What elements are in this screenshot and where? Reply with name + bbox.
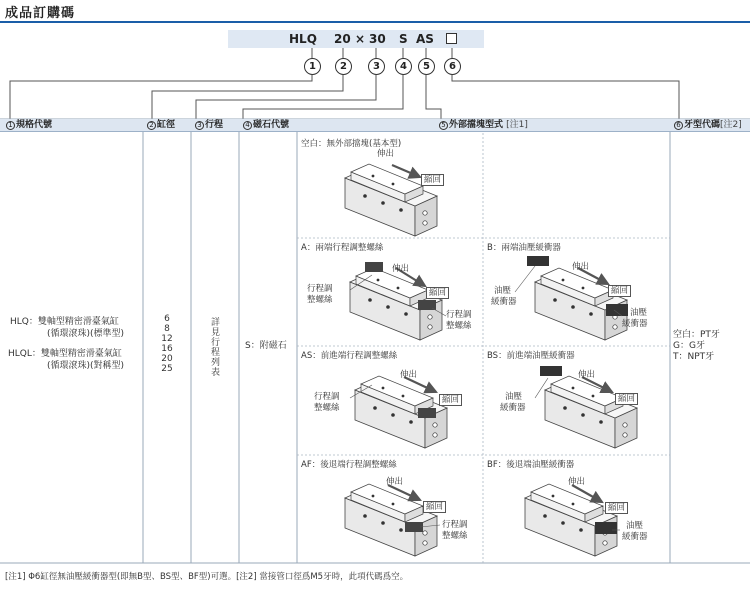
header-magnet: 4 磁石代號: [240, 119, 289, 132]
spec-hlq-line1: HLQ：雙軸型精密滑臺氣缸: [10, 317, 119, 327]
bf-absorber-2: 緩衝器: [622, 532, 648, 542]
header-bore: 2 缸徑: [144, 119, 175, 132]
type-bf-caption: BF：後退端油壓緩衝器: [487, 460, 575, 470]
bore-16: 16: [161, 344, 173, 354]
code-series: HLQ: [289, 32, 317, 46]
type-a-caption: A：兩端行程調整螺絲: [301, 243, 384, 253]
thread-npt: T：NPT牙: [673, 352, 715, 362]
marker-5: 5: [418, 58, 435, 75]
bs-extend-label: 伸出: [578, 370, 596, 380]
af-adjust-2: 整螺絲: [442, 531, 468, 541]
bf-extend-label: 伸出: [568, 477, 586, 487]
code-magnet: S: [399, 32, 408, 46]
b-extend-label: 伸出: [572, 262, 590, 272]
footnote: [注1] Φ6缸徑無油壓緩衝器型(即無B型、BS型、BF型)可選。[注2] 當接管口徑爲M5牙時，此項代碼爲空。: [5, 572, 409, 582]
header-stroke: 3 行程: [192, 119, 223, 132]
spec-hlq-line2: (循環滾珠)(標準型): [47, 329, 125, 339]
type-bs-caption: BS：前進端油壓緩衝器: [487, 351, 575, 361]
header-thread: 6 牙型代碼[注2]: [671, 119, 742, 132]
marker-4: 4: [395, 58, 412, 75]
stroke-note: 詳見行程列表: [211, 318, 221, 378]
bore-6: 6: [164, 314, 170, 324]
a-adjust-right-1: 行程調: [446, 310, 472, 320]
as-extend-label: 伸出: [400, 370, 418, 380]
page-title: 成品訂購碼: [5, 6, 76, 21]
none-extend-label: 伸出: [377, 149, 395, 159]
header-spec: 1 規格代號: [3, 119, 52, 132]
type-b-caption: B：兩端油壓緩衝器: [487, 243, 561, 253]
bore-8: 8: [164, 324, 170, 334]
a-adjust-left-1: 行程調: [307, 284, 333, 294]
bf-absorber-1: 油壓: [626, 521, 644, 531]
type-af-caption: AF：後退端行程調整螺絲: [301, 460, 397, 470]
af-retract-label: 縮回: [423, 501, 446, 513]
as-adjust-1: 行程調: [314, 392, 340, 402]
code-stroke: 30: [369, 32, 386, 46]
code-option: AS: [416, 32, 434, 46]
b-absorber-right-2: 緩衝器: [622, 319, 648, 329]
af-adjust-1: 行程調: [442, 520, 468, 530]
code-times: ×: [355, 32, 366, 46]
as-adjust-2: 整螺絲: [314, 403, 340, 413]
marker-1: 1: [304, 58, 321, 75]
bore-25: 25: [161, 364, 173, 374]
marker-2: 2: [335, 58, 352, 75]
type-none-caption: 空白：無外部擋塊(基本型): [301, 139, 402, 149]
none-retract-label: 縮回: [421, 174, 444, 186]
bs-absorber-1: 油壓: [505, 392, 523, 402]
marker-3: 3: [368, 58, 385, 75]
as-retract-label: 縮回: [439, 394, 462, 406]
a-extend-label: 伸出: [392, 264, 410, 274]
magnet-desc: S：附磁石: [245, 341, 287, 351]
header-stopper: 5 外部擋塊型式 [注1]: [436, 119, 528, 132]
thread-g: G：G牙: [673, 341, 705, 351]
spec-hlql-line2: (循環滾珠)(對稱型): [47, 361, 125, 371]
bore-20: 20: [161, 354, 173, 364]
bore-12: 12: [161, 334, 173, 344]
a-adjust-right-2: 整螺絲: [446, 321, 472, 331]
b-retract-label: 縮回: [608, 285, 631, 297]
bs-retract-label: 縮回: [615, 393, 638, 405]
bs-absorber-2: 緩衝器: [500, 403, 526, 413]
b-absorber-left-1: 油壓: [494, 286, 512, 296]
bf-retract-label: 縮回: [605, 502, 628, 514]
thread-pt: 空白：PT牙: [673, 330, 720, 340]
spec-hlql-line1: HLQL：雙軸型精密滑臺氣缸: [8, 349, 122, 359]
type-as-caption: AS：前進端行程調整螺絲: [301, 351, 398, 361]
b-absorber-left-2: 緩衝器: [491, 297, 517, 307]
code-size: 20: [334, 32, 351, 46]
a-adjust-left-2: 整螺絲: [307, 295, 333, 305]
a-retract-label: 縮回: [426, 287, 449, 299]
af-extend-label: 伸出: [386, 477, 404, 487]
marker-6: 6: [444, 58, 461, 75]
b-absorber-right-1: 油壓: [630, 308, 648, 318]
